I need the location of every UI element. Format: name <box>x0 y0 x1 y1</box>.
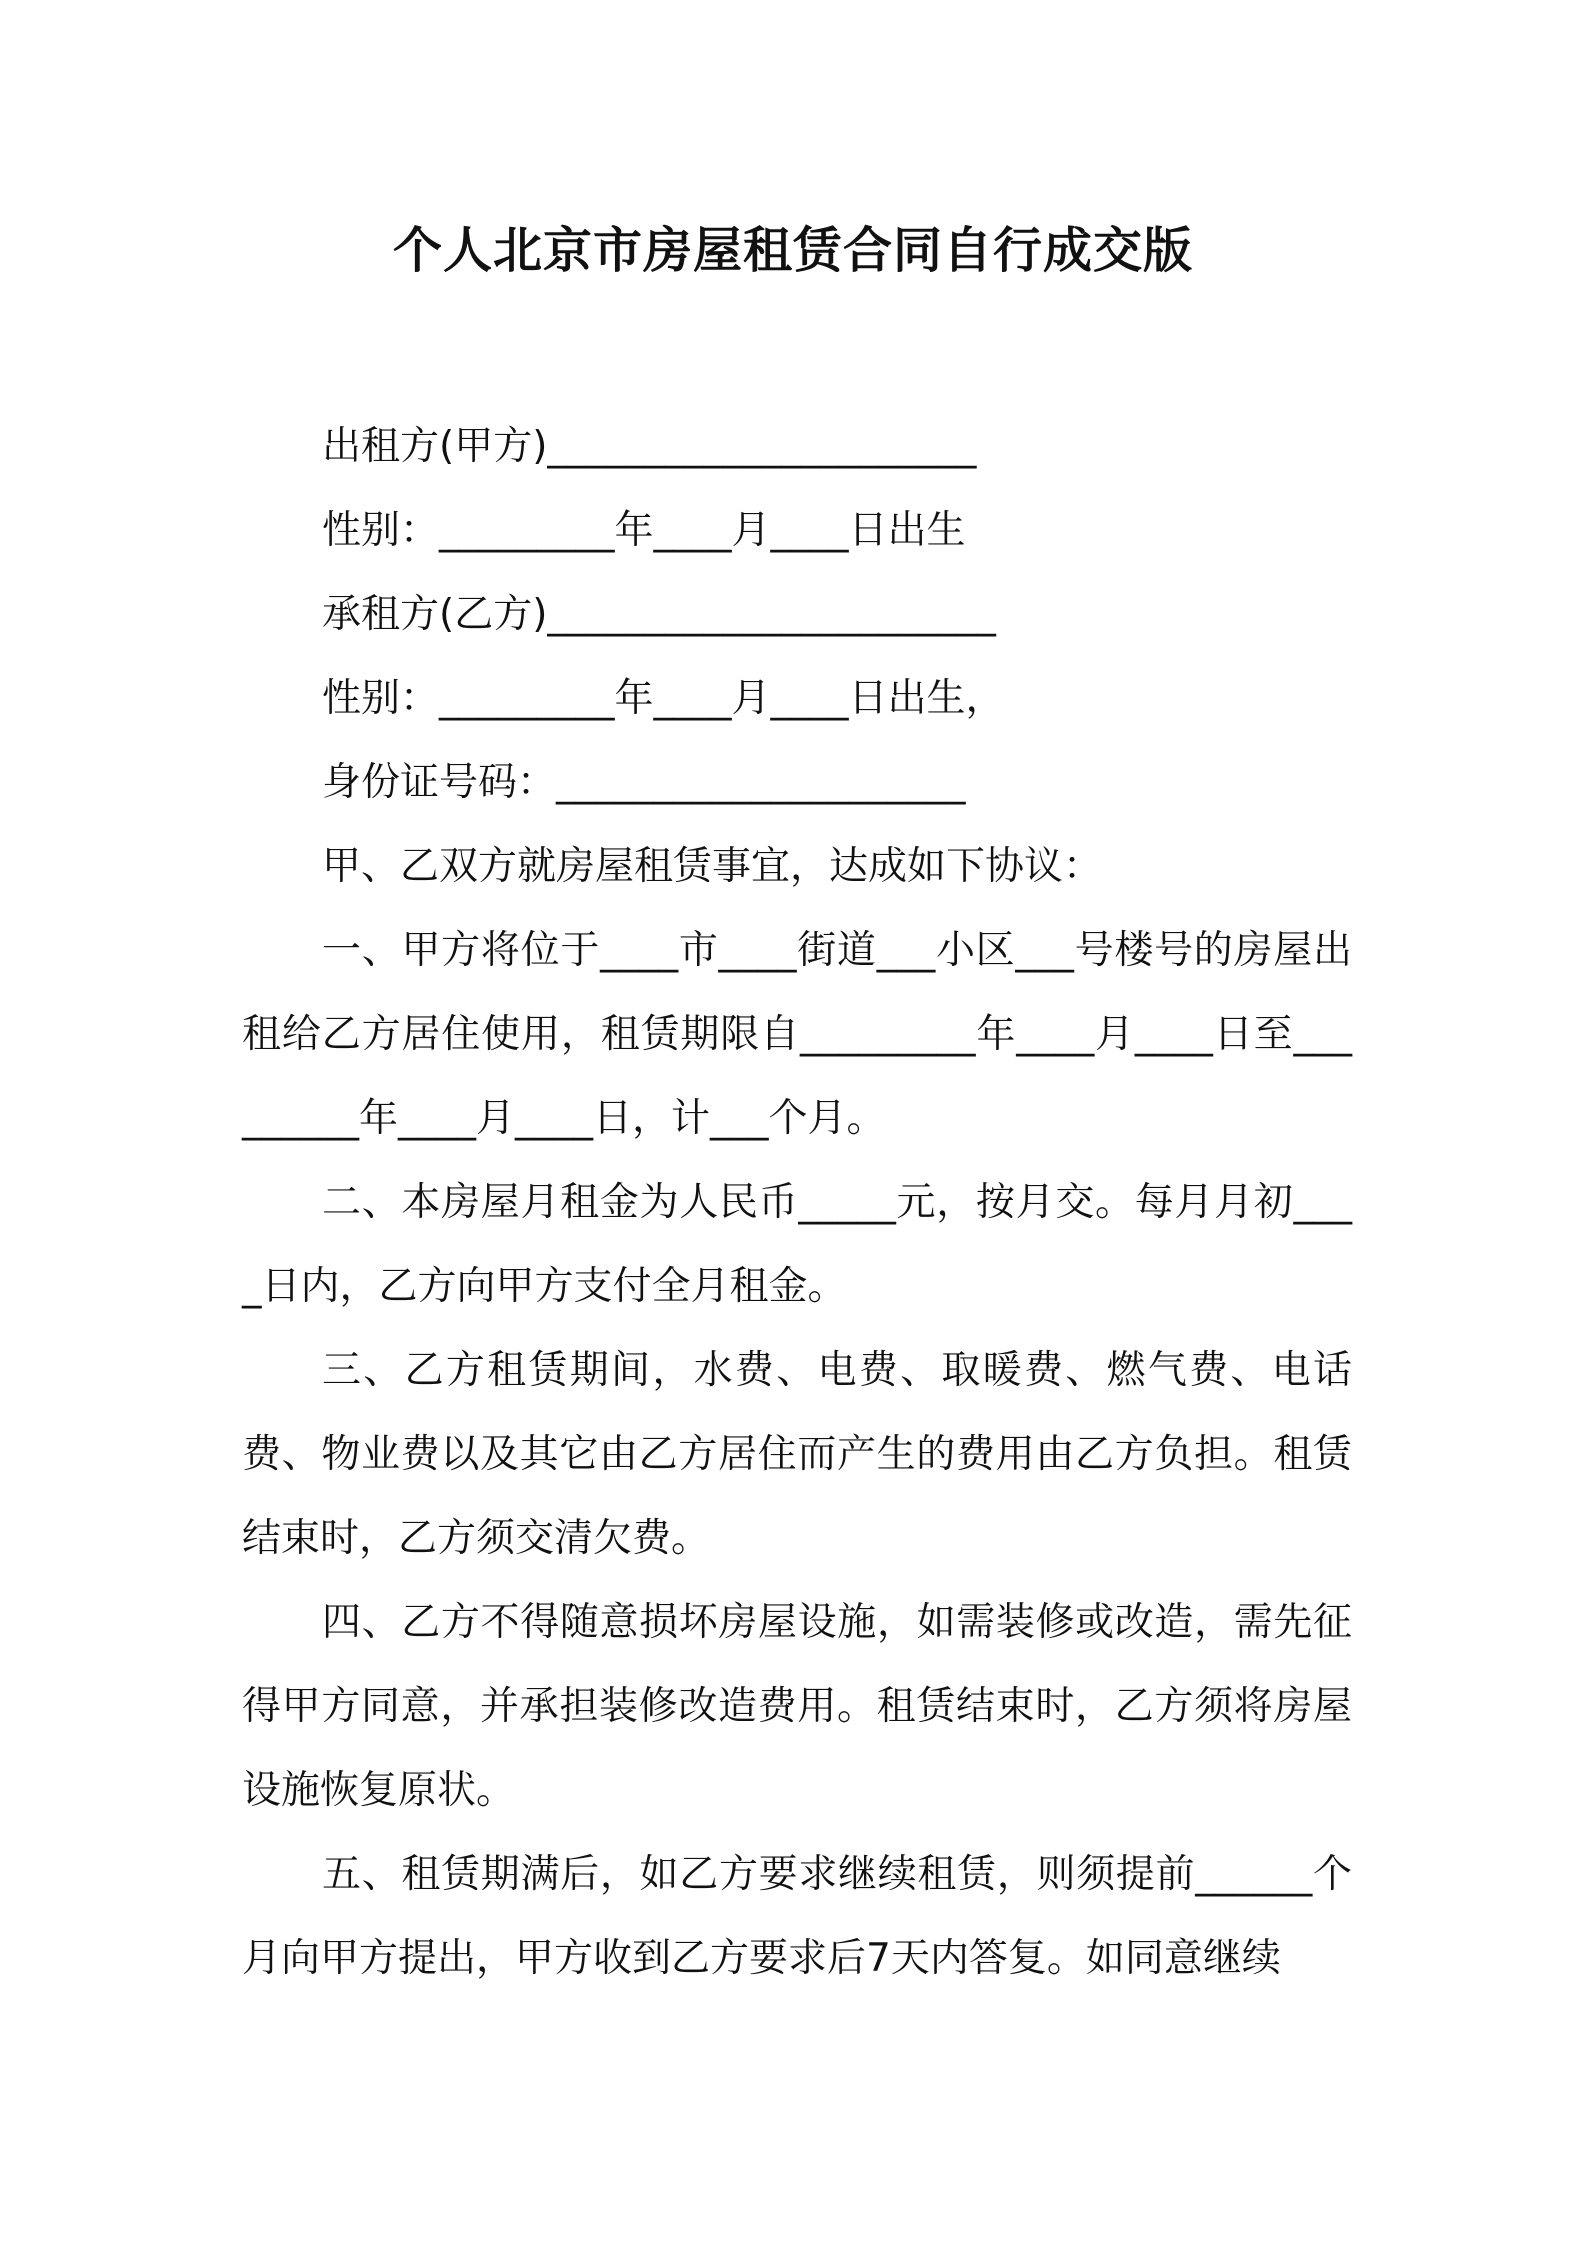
clause-2: 二、本房屋月租金为人民币_____元，按月交。每月月初____日内，乙方向甲方支付全月租金。 <box>242 1180 1352 1309</box>
clause-1: 一、甲方将位于____市____街道___小区___号楼号的房屋出租给乙方居住使用，租赁期限自_________年____月____日至_________年____月____日，计___个月。 <box>242 928 1352 1141</box>
clause-4: 四、乙方不得随意损坏房屋设施，如需装修或改造，需先征得甲方同意，并承担装修改造费用。租赁结束时，乙方须将房屋设施恢复原状。 <box>242 1600 1352 1813</box>
lessee-line: 承租方(乙方)_______________________ <box>322 592 996 637</box>
document-title: 个人北京市房屋租赁合同自行成交版 <box>392 222 1193 279</box>
contract-body <box>242 405 1352 2001</box>
clause-3: 三、乙方租赁期间，水费、电费、取暖费、燃气费、电话费、物业费以及其它由乙方居住而产生的费用由乙方负担。租赁结束时，乙方须交清欠费。 <box>242 1348 1352 1561</box>
agreement-intro: 甲、乙双方就房屋租赁事宜，达成如下协议： <box>322 844 1103 889</box>
lessor-birth-line: 性别：_________年____月____日出生 <box>322 508 966 553</box>
clause-5: 五、租赁期满后，如乙方要求继续租赁，则须提前______个月向甲方提出，甲方收到乙方要求后7天内答复。如同意继续 <box>242 1852 1352 1981</box>
id-number-line: 身份证号码：_____________________ <box>322 760 966 805</box>
lessor-line: 出租方(甲方)______________________ <box>322 424 977 469</box>
lessee-birth-line: 性别：_________年____月____日出生， <box>322 676 1005 721</box>
